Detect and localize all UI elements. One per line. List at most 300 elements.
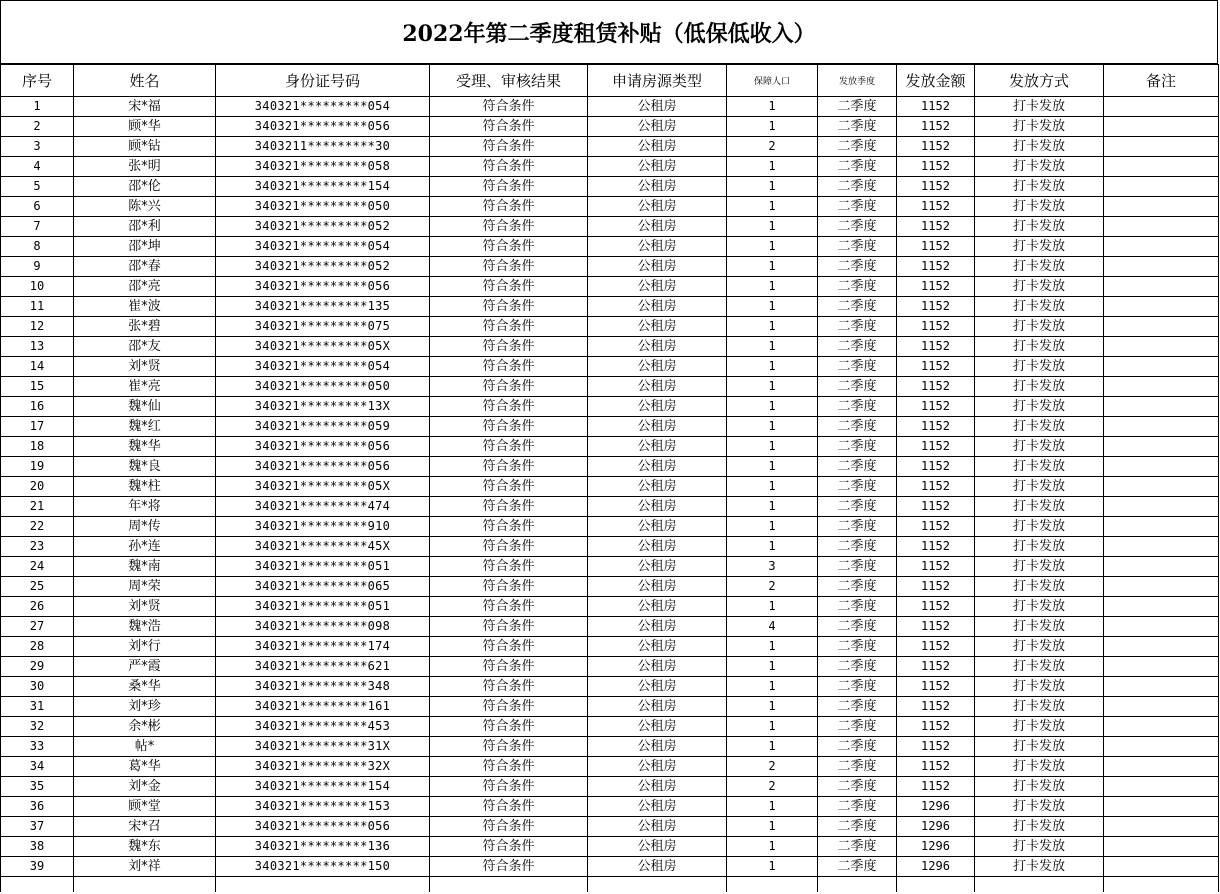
header-index[interactable]: 序号 bbox=[1, 65, 74, 97]
cell-name[interactable]: 宋*福 bbox=[74, 97, 216, 117]
cell-housing-type[interactable]: 公租房 bbox=[588, 417, 727, 437]
cell-payment-method[interactable]: 打卡发放 bbox=[975, 737, 1104, 757]
empty-cell[interactable] bbox=[588, 877, 727, 893]
cell-id-number[interactable]: 340321*********056 bbox=[216, 277, 430, 297]
cell-name[interactable]: 邵*利 bbox=[74, 217, 216, 237]
cell-housing-type[interactable]: 公租房 bbox=[588, 697, 727, 717]
cell-name[interactable]: 年*将 bbox=[74, 497, 216, 517]
cell-review-result[interactable]: 符合条件 bbox=[430, 797, 588, 817]
cell-name[interactable]: 刘*金 bbox=[74, 777, 216, 797]
cell-payment-method[interactable]: 打卡发放 bbox=[975, 377, 1104, 397]
cell-housing-type[interactable]: 公租房 bbox=[588, 477, 727, 497]
cell-payment-method[interactable]: 打卡发放 bbox=[975, 617, 1104, 637]
cell-quarter[interactable]: 二季度 bbox=[818, 657, 897, 677]
cell-amount[interactable]: 1152 bbox=[897, 637, 975, 657]
cell-id-number[interactable]: 340321*********05X bbox=[216, 477, 430, 497]
cell-review-result[interactable]: 符合条件 bbox=[430, 657, 588, 677]
cell-remarks[interactable] bbox=[1104, 137, 1219, 157]
cell-housing-type[interactable]: 公租房 bbox=[588, 777, 727, 797]
cell-id-number[interactable]: 340321*********054 bbox=[216, 357, 430, 377]
cell-amount[interactable]: 1296 bbox=[897, 797, 975, 817]
cell-housing-type[interactable]: 公租房 bbox=[588, 537, 727, 557]
cell-housing-type[interactable]: 公租房 bbox=[588, 317, 727, 337]
cell-remarks[interactable] bbox=[1104, 577, 1219, 597]
cell-name[interactable]: 顾*堂 bbox=[74, 797, 216, 817]
cell-index[interactable]: 3 bbox=[1, 137, 74, 157]
cell-index[interactable]: 33 bbox=[1, 737, 74, 757]
empty-cell[interactable] bbox=[818, 877, 897, 893]
cell-name[interactable]: 顾*钻 bbox=[74, 137, 216, 157]
cell-review-result[interactable]: 符合条件 bbox=[430, 257, 588, 277]
cell-amount[interactable]: 1152 bbox=[897, 117, 975, 137]
cell-housing-type[interactable]: 公租房 bbox=[588, 97, 727, 117]
cell-housing-type[interactable]: 公租房 bbox=[588, 557, 727, 577]
cell-payment-method[interactable]: 打卡发放 bbox=[975, 637, 1104, 657]
cell-quarter[interactable]: 二季度 bbox=[818, 457, 897, 477]
cell-quarter[interactable]: 二季度 bbox=[818, 837, 897, 857]
cell-payment-method[interactable]: 打卡发放 bbox=[975, 97, 1104, 117]
cell-name[interactable]: 魏*华 bbox=[74, 437, 216, 457]
cell-index[interactable]: 12 bbox=[1, 317, 74, 337]
cell-payment-method[interactable]: 打卡发放 bbox=[975, 857, 1104, 877]
cell-covered-persons[interactable]: 1 bbox=[727, 817, 818, 837]
cell-covered-persons[interactable]: 1 bbox=[727, 217, 818, 237]
cell-housing-type[interactable]: 公租房 bbox=[588, 577, 727, 597]
cell-quarter[interactable]: 二季度 bbox=[818, 497, 897, 517]
cell-quarter[interactable]: 二季度 bbox=[818, 797, 897, 817]
cell-name[interactable]: 邵*坤 bbox=[74, 237, 216, 257]
cell-quarter[interactable]: 二季度 bbox=[818, 437, 897, 457]
cell-index[interactable]: 32 bbox=[1, 717, 74, 737]
cell-name[interactable]: 魏*柱 bbox=[74, 477, 216, 497]
cell-covered-persons[interactable]: 1 bbox=[727, 377, 818, 397]
cell-review-result[interactable]: 符合条件 bbox=[430, 197, 588, 217]
cell-housing-type[interactable]: 公租房 bbox=[588, 217, 727, 237]
cell-remarks[interactable] bbox=[1104, 317, 1219, 337]
cell-amount[interactable]: 1152 bbox=[897, 437, 975, 457]
cell-remarks[interactable] bbox=[1104, 237, 1219, 257]
cell-covered-persons[interactable]: 1 bbox=[727, 837, 818, 857]
cell-amount[interactable]: 1152 bbox=[897, 577, 975, 597]
cell-remarks[interactable] bbox=[1104, 797, 1219, 817]
header-id-number[interactable]: 身份证号码 bbox=[216, 65, 430, 97]
cell-housing-type[interactable]: 公租房 bbox=[588, 797, 727, 817]
cell-name[interactable]: 魏*浩 bbox=[74, 617, 216, 637]
cell-index[interactable]: 39 bbox=[1, 857, 74, 877]
cell-covered-persons[interactable]: 1 bbox=[727, 597, 818, 617]
cell-id-number[interactable]: 340321*********05X bbox=[216, 337, 430, 357]
cell-remarks[interactable] bbox=[1104, 837, 1219, 857]
cell-id-number[interactable]: 340321*********098 bbox=[216, 617, 430, 637]
cell-quarter[interactable]: 二季度 bbox=[818, 217, 897, 237]
cell-name[interactable]: 刘*贤 bbox=[74, 597, 216, 617]
cell-remarks[interactable] bbox=[1104, 477, 1219, 497]
cell-index[interactable]: 6 bbox=[1, 197, 74, 217]
header-review-result[interactable]: 受理、审核结果 bbox=[430, 65, 588, 97]
cell-payment-method[interactable]: 打卡发放 bbox=[975, 317, 1104, 337]
cell-name[interactable]: 崔*亮 bbox=[74, 377, 216, 397]
cell-review-result[interactable]: 符合条件 bbox=[430, 477, 588, 497]
cell-quarter[interactable]: 二季度 bbox=[818, 537, 897, 557]
cell-payment-method[interactable]: 打卡发放 bbox=[975, 837, 1104, 857]
header-amount[interactable]: 发放金额 bbox=[897, 65, 975, 97]
empty-cell[interactable] bbox=[897, 877, 975, 893]
cell-housing-type[interactable]: 公租房 bbox=[588, 677, 727, 697]
cell-remarks[interactable] bbox=[1104, 757, 1219, 777]
cell-amount[interactable]: 1152 bbox=[897, 657, 975, 677]
cell-housing-type[interactable]: 公租房 bbox=[588, 297, 727, 317]
cell-amount[interactable]: 1152 bbox=[897, 157, 975, 177]
cell-remarks[interactable] bbox=[1104, 277, 1219, 297]
cell-name[interactable]: 刘*行 bbox=[74, 637, 216, 657]
cell-review-result[interactable]: 符合条件 bbox=[430, 337, 588, 357]
cell-name[interactable]: 顾*华 bbox=[74, 117, 216, 137]
cell-name[interactable]: 魏*良 bbox=[74, 457, 216, 477]
cell-amount[interactable]: 1152 bbox=[897, 237, 975, 257]
cell-index[interactable]: 25 bbox=[1, 577, 74, 597]
cell-payment-method[interactable]: 打卡发放 bbox=[975, 197, 1104, 217]
cell-quarter[interactable]: 二季度 bbox=[818, 237, 897, 257]
cell-review-result[interactable]: 符合条件 bbox=[430, 677, 588, 697]
cell-quarter[interactable]: 二季度 bbox=[818, 137, 897, 157]
cell-review-result[interactable]: 符合条件 bbox=[430, 437, 588, 457]
cell-payment-method[interactable]: 打卡发放 bbox=[975, 337, 1104, 357]
cell-name[interactable]: 孙*连 bbox=[74, 537, 216, 557]
cell-covered-persons[interactable]: 1 bbox=[727, 157, 818, 177]
cell-housing-type[interactable]: 公租房 bbox=[588, 237, 727, 257]
cell-amount[interactable]: 1152 bbox=[897, 597, 975, 617]
cell-index[interactable]: 4 bbox=[1, 157, 74, 177]
cell-quarter[interactable]: 二季度 bbox=[818, 517, 897, 537]
cell-covered-persons[interactable]: 1 bbox=[727, 357, 818, 377]
cell-review-result[interactable]: 符合条件 bbox=[430, 97, 588, 117]
cell-quarter[interactable]: 二季度 bbox=[818, 717, 897, 737]
cell-id-number[interactable]: 340321*********056 bbox=[216, 817, 430, 837]
cell-id-number[interactable]: 340321*********052 bbox=[216, 257, 430, 277]
cell-payment-method[interactable]: 打卡发放 bbox=[975, 237, 1104, 257]
cell-amount[interactable]: 1152 bbox=[897, 697, 975, 717]
cell-name[interactable]: 邵*伦 bbox=[74, 177, 216, 197]
cell-housing-type[interactable]: 公租房 bbox=[588, 117, 727, 137]
cell-id-number[interactable]: 340321*********065 bbox=[216, 577, 430, 597]
cell-covered-persons[interactable]: 1 bbox=[727, 857, 818, 877]
cell-name[interactable]: 邵*友 bbox=[74, 337, 216, 357]
cell-id-number[interactable]: 340321*********051 bbox=[216, 557, 430, 577]
cell-covered-persons[interactable]: 1 bbox=[727, 237, 818, 257]
cell-index[interactable]: 27 bbox=[1, 617, 74, 637]
cell-covered-persons[interactable]: 2 bbox=[727, 577, 818, 597]
cell-remarks[interactable] bbox=[1104, 697, 1219, 717]
cell-quarter[interactable]: 二季度 bbox=[818, 477, 897, 497]
cell-review-result[interactable]: 符合条件 bbox=[430, 357, 588, 377]
cell-housing-type[interactable]: 公租房 bbox=[588, 157, 727, 177]
cell-covered-persons[interactable]: 1 bbox=[727, 117, 818, 137]
cell-amount[interactable]: 1152 bbox=[897, 497, 975, 517]
cell-amount[interactable]: 1152 bbox=[897, 137, 975, 157]
cell-covered-persons[interactable]: 1 bbox=[727, 177, 818, 197]
cell-id-number[interactable]: 340321*********054 bbox=[216, 237, 430, 257]
cell-payment-method[interactable]: 打卡发放 bbox=[975, 217, 1104, 237]
header-remarks[interactable]: 备注 bbox=[1104, 65, 1219, 97]
cell-covered-persons[interactable]: 1 bbox=[727, 797, 818, 817]
cell-index[interactable]: 34 bbox=[1, 757, 74, 777]
cell-id-number[interactable]: 340321*********154 bbox=[216, 777, 430, 797]
cell-remarks[interactable] bbox=[1104, 497, 1219, 517]
cell-payment-method[interactable]: 打卡发放 bbox=[975, 557, 1104, 577]
cell-covered-persons[interactable]: 1 bbox=[727, 637, 818, 657]
cell-payment-method[interactable]: 打卡发放 bbox=[975, 457, 1104, 477]
cell-housing-type[interactable]: 公租房 bbox=[588, 357, 727, 377]
cell-name[interactable]: 周*传 bbox=[74, 517, 216, 537]
cell-index[interactable]: 1 bbox=[1, 97, 74, 117]
cell-quarter[interactable]: 二季度 bbox=[818, 297, 897, 317]
cell-id-number[interactable]: 340321*********056 bbox=[216, 457, 430, 477]
cell-id-number[interactable]: 340321*********056 bbox=[216, 437, 430, 457]
cell-id-number[interactable]: 340321*********13X bbox=[216, 397, 430, 417]
cell-payment-method[interactable]: 打卡发放 bbox=[975, 577, 1104, 597]
cell-housing-type[interactable]: 公租房 bbox=[588, 637, 727, 657]
cell-amount[interactable]: 1152 bbox=[897, 197, 975, 217]
cell-name[interactable]: 严*霞 bbox=[74, 657, 216, 677]
cell-remarks[interactable] bbox=[1104, 257, 1219, 277]
cell-id-number[interactable]: 340321*********621 bbox=[216, 657, 430, 677]
cell-remarks[interactable] bbox=[1104, 357, 1219, 377]
cell-amount[interactable]: 1152 bbox=[897, 357, 975, 377]
cell-name[interactable]: 魏*红 bbox=[74, 417, 216, 437]
cell-amount[interactable]: 1152 bbox=[897, 717, 975, 737]
cell-name[interactable]: 帖* bbox=[74, 737, 216, 757]
cell-remarks[interactable] bbox=[1104, 337, 1219, 357]
cell-covered-persons[interactable]: 1 bbox=[727, 277, 818, 297]
cell-review-result[interactable]: 符合条件 bbox=[430, 457, 588, 477]
cell-payment-method[interactable]: 打卡发放 bbox=[975, 357, 1104, 377]
cell-review-result[interactable]: 符合条件 bbox=[430, 517, 588, 537]
cell-review-result[interactable]: 符合条件 bbox=[430, 417, 588, 437]
cell-amount[interactable]: 1152 bbox=[897, 377, 975, 397]
cell-id-number[interactable]: 340321*********059 bbox=[216, 417, 430, 437]
cell-name[interactable]: 周*荣 bbox=[74, 577, 216, 597]
cell-id-number[interactable]: 340321*********161 bbox=[216, 697, 430, 717]
cell-remarks[interactable] bbox=[1104, 597, 1219, 617]
cell-review-result[interactable]: 符合条件 bbox=[430, 857, 588, 877]
cell-housing-type[interactable]: 公租房 bbox=[588, 337, 727, 357]
cell-index[interactable]: 21 bbox=[1, 497, 74, 517]
cell-name[interactable]: 魏*东 bbox=[74, 837, 216, 857]
cell-id-number[interactable]: 340321*********056 bbox=[216, 117, 430, 137]
cell-index[interactable]: 17 bbox=[1, 417, 74, 437]
cell-covered-persons[interactable]: 1 bbox=[727, 257, 818, 277]
cell-payment-method[interactable]: 打卡发放 bbox=[975, 657, 1104, 677]
cell-review-result[interactable]: 符合条件 bbox=[430, 697, 588, 717]
cell-remarks[interactable] bbox=[1104, 557, 1219, 577]
cell-quarter[interactable]: 二季度 bbox=[818, 817, 897, 837]
cell-amount[interactable]: 1152 bbox=[897, 777, 975, 797]
cell-index[interactable]: 13 bbox=[1, 337, 74, 357]
cell-name[interactable]: 桑*华 bbox=[74, 677, 216, 697]
cell-amount[interactable]: 1152 bbox=[897, 97, 975, 117]
cell-review-result[interactable]: 符合条件 bbox=[430, 597, 588, 617]
cell-id-number[interactable]: 340321*********050 bbox=[216, 197, 430, 217]
cell-quarter[interactable]: 二季度 bbox=[818, 697, 897, 717]
header-name[interactable]: 姓名 bbox=[74, 65, 216, 97]
cell-payment-method[interactable]: 打卡发放 bbox=[975, 117, 1104, 137]
cell-quarter[interactable]: 二季度 bbox=[818, 597, 897, 617]
empty-cell[interactable] bbox=[430, 877, 588, 893]
cell-name[interactable]: 刘*珍 bbox=[74, 697, 216, 717]
cell-amount[interactable]: 1152 bbox=[897, 677, 975, 697]
cell-name[interactable]: 宋*召 bbox=[74, 817, 216, 837]
cell-name[interactable]: 魏*仙 bbox=[74, 397, 216, 417]
cell-review-result[interactable]: 符合条件 bbox=[430, 837, 588, 857]
cell-payment-method[interactable]: 打卡发放 bbox=[975, 677, 1104, 697]
cell-remarks[interactable] bbox=[1104, 677, 1219, 697]
cell-housing-type[interactable]: 公租房 bbox=[588, 837, 727, 857]
cell-id-number[interactable]: 340321*********45X bbox=[216, 537, 430, 557]
cell-remarks[interactable] bbox=[1104, 217, 1219, 237]
cell-payment-method[interactable]: 打卡发放 bbox=[975, 477, 1104, 497]
cell-name[interactable]: 陈*兴 bbox=[74, 197, 216, 217]
cell-quarter[interactable]: 二季度 bbox=[818, 377, 897, 397]
cell-review-result[interactable]: 符合条件 bbox=[430, 497, 588, 517]
cell-covered-persons[interactable]: 1 bbox=[727, 657, 818, 677]
cell-remarks[interactable] bbox=[1104, 437, 1219, 457]
empty-cell[interactable] bbox=[975, 877, 1104, 893]
cell-covered-persons[interactable]: 1 bbox=[727, 517, 818, 537]
cell-index[interactable]: 29 bbox=[1, 657, 74, 677]
cell-covered-persons[interactable]: 3 bbox=[727, 557, 818, 577]
header-payment-method[interactable]: 发放方式 bbox=[975, 65, 1104, 97]
cell-housing-type[interactable]: 公租房 bbox=[588, 497, 727, 517]
cell-amount[interactable]: 1152 bbox=[897, 177, 975, 197]
cell-index[interactable]: 18 bbox=[1, 437, 74, 457]
cell-id-number[interactable]: 340321*********153 bbox=[216, 797, 430, 817]
cell-remarks[interactable] bbox=[1104, 637, 1219, 657]
cell-housing-type[interactable]: 公租房 bbox=[588, 137, 727, 157]
cell-covered-persons[interactable]: 2 bbox=[727, 757, 818, 777]
cell-remarks[interactable] bbox=[1104, 117, 1219, 137]
cell-quarter[interactable]: 二季度 bbox=[818, 857, 897, 877]
cell-payment-method[interactable]: 打卡发放 bbox=[975, 257, 1104, 277]
cell-review-result[interactable]: 符合条件 bbox=[430, 317, 588, 337]
cell-index[interactable]: 30 bbox=[1, 677, 74, 697]
cell-remarks[interactable] bbox=[1104, 157, 1219, 177]
cell-amount[interactable]: 1152 bbox=[897, 757, 975, 777]
cell-payment-method[interactable]: 打卡发放 bbox=[975, 717, 1104, 737]
cell-quarter[interactable]: 二季度 bbox=[818, 777, 897, 797]
cell-quarter[interactable]: 二季度 bbox=[818, 177, 897, 197]
cell-housing-type[interactable]: 公租房 bbox=[588, 197, 727, 217]
cell-covered-persons[interactable]: 2 bbox=[727, 137, 818, 157]
cell-covered-persons[interactable]: 1 bbox=[727, 417, 818, 437]
cell-index[interactable]: 8 bbox=[1, 237, 74, 257]
cell-quarter[interactable]: 二季度 bbox=[818, 737, 897, 757]
empty-cell[interactable] bbox=[1104, 877, 1219, 893]
cell-covered-persons[interactable]: 1 bbox=[727, 197, 818, 217]
cell-covered-persons[interactable]: 1 bbox=[727, 697, 818, 717]
cell-review-result[interactable]: 符合条件 bbox=[430, 817, 588, 837]
cell-index[interactable]: 9 bbox=[1, 257, 74, 277]
cell-review-result[interactable]: 符合条件 bbox=[430, 717, 588, 737]
cell-payment-method[interactable]: 打卡发放 bbox=[975, 697, 1104, 717]
cell-covered-persons[interactable]: 1 bbox=[727, 437, 818, 457]
cell-quarter[interactable]: 二季度 bbox=[818, 637, 897, 657]
cell-quarter[interactable]: 二季度 bbox=[818, 617, 897, 637]
cell-housing-type[interactable]: 公租房 bbox=[588, 857, 727, 877]
cell-review-result[interactable]: 符合条件 bbox=[430, 137, 588, 157]
cell-payment-method[interactable]: 打卡发放 bbox=[975, 517, 1104, 537]
cell-index[interactable]: 38 bbox=[1, 837, 74, 857]
cell-id-number[interactable]: 340321*********052 bbox=[216, 217, 430, 237]
cell-index[interactable]: 37 bbox=[1, 817, 74, 837]
cell-payment-method[interactable]: 打卡发放 bbox=[975, 777, 1104, 797]
cell-remarks[interactable] bbox=[1104, 397, 1219, 417]
cell-review-result[interactable]: 符合条件 bbox=[430, 177, 588, 197]
cell-review-result[interactable]: 符合条件 bbox=[430, 577, 588, 597]
cell-housing-type[interactable]: 公租房 bbox=[588, 757, 727, 777]
cell-review-result[interactable]: 符合条件 bbox=[430, 297, 588, 317]
cell-index[interactable]: 23 bbox=[1, 537, 74, 557]
cell-covered-persons[interactable]: 1 bbox=[727, 297, 818, 317]
cell-housing-type[interactable]: 公租房 bbox=[588, 437, 727, 457]
cell-review-result[interactable]: 符合条件 bbox=[430, 277, 588, 297]
cell-id-number[interactable]: 340321*********348 bbox=[216, 677, 430, 697]
cell-amount[interactable]: 1296 bbox=[897, 817, 975, 837]
cell-review-result[interactable]: 符合条件 bbox=[430, 777, 588, 797]
cell-housing-type[interactable]: 公租房 bbox=[588, 457, 727, 477]
cell-review-result[interactable]: 符合条件 bbox=[430, 217, 588, 237]
cell-index[interactable]: 36 bbox=[1, 797, 74, 817]
cell-id-number[interactable]: 340321*********453 bbox=[216, 717, 430, 737]
cell-id-number[interactable]: 340321*********051 bbox=[216, 597, 430, 617]
cell-amount[interactable]: 1152 bbox=[897, 477, 975, 497]
cell-payment-method[interactable]: 打卡发放 bbox=[975, 597, 1104, 617]
cell-housing-type[interactable]: 公租房 bbox=[588, 377, 727, 397]
cell-covered-persons[interactable]: 4 bbox=[727, 617, 818, 637]
cell-review-result[interactable]: 符合条件 bbox=[430, 397, 588, 417]
cell-remarks[interactable] bbox=[1104, 517, 1219, 537]
empty-cell[interactable] bbox=[74, 877, 216, 893]
cell-covered-persons[interactable]: 1 bbox=[727, 317, 818, 337]
cell-payment-method[interactable]: 打卡发放 bbox=[975, 537, 1104, 557]
cell-payment-method[interactable]: 打卡发放 bbox=[975, 137, 1104, 157]
cell-housing-type[interactable]: 公租房 bbox=[588, 617, 727, 637]
cell-quarter[interactable]: 二季度 bbox=[818, 277, 897, 297]
cell-review-result[interactable]: 符合条件 bbox=[430, 737, 588, 757]
cell-amount[interactable]: 1152 bbox=[897, 257, 975, 277]
cell-covered-persons[interactable]: 1 bbox=[727, 497, 818, 517]
cell-id-number[interactable]: 340321*********31X bbox=[216, 737, 430, 757]
cell-name[interactable]: 张*碧 bbox=[74, 317, 216, 337]
cell-id-number[interactable]: 340321*********474 bbox=[216, 497, 430, 517]
cell-quarter[interactable]: 二季度 bbox=[818, 557, 897, 577]
cell-amount[interactable]: 1296 bbox=[897, 837, 975, 857]
cell-payment-method[interactable]: 打卡发放 bbox=[975, 277, 1104, 297]
cell-quarter[interactable]: 二季度 bbox=[818, 317, 897, 337]
cell-review-result[interactable]: 符合条件 bbox=[430, 637, 588, 657]
cell-remarks[interactable] bbox=[1104, 537, 1219, 557]
cell-name[interactable]: 崔*波 bbox=[74, 297, 216, 317]
cell-id-number[interactable]: 340321*********910 bbox=[216, 517, 430, 537]
cell-covered-persons[interactable]: 1 bbox=[727, 97, 818, 117]
cell-id-number[interactable]: 340321*********058 bbox=[216, 157, 430, 177]
cell-index[interactable]: 14 bbox=[1, 357, 74, 377]
cell-index[interactable]: 28 bbox=[1, 637, 74, 657]
header-quarter[interactable]: 发放季度 bbox=[818, 65, 897, 97]
cell-remarks[interactable] bbox=[1104, 377, 1219, 397]
cell-review-result[interactable]: 符合条件 bbox=[430, 117, 588, 137]
cell-covered-persons[interactable]: 1 bbox=[727, 457, 818, 477]
cell-payment-method[interactable]: 打卡发放 bbox=[975, 437, 1104, 457]
